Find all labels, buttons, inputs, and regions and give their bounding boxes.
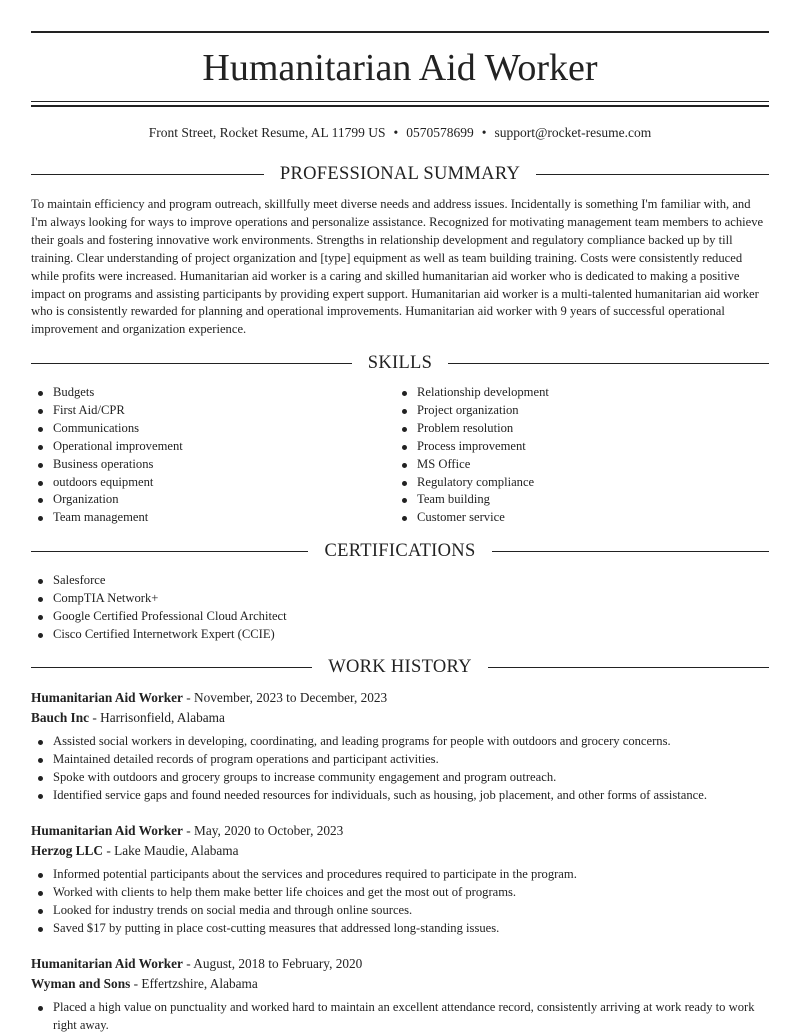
header-rule: [31, 101, 769, 102]
job-title: Humanitarian Aid Worker: [31, 690, 183, 705]
job-entry: [31, 954, 769, 1035]
job-location: - Effertzshire, Alabama: [130, 975, 258, 991]
job-company: Herzog LLC: [31, 842, 104, 858]
job-duty: Identified service gaps and found needed resources for individuals, such as housing, job placement, and other forms of assistance.: [31, 787, 769, 805]
divider: [536, 174, 769, 175]
certification-item: Google Certified Professional Cloud Architect: [31, 608, 769, 626]
skills-list-right: [395, 384, 769, 527]
certifications-list: [31, 572, 769, 644]
certification-item: CompTIA Network+: [31, 590, 769, 608]
job-duty: Saved $17 by putting in place cost-cutting measures that addressed long-standing issues.: [31, 920, 769, 938]
skill-item: outdoors equipment: [31, 474, 391, 492]
divider: [31, 551, 308, 552]
section-title: WORK HISTORY: [328, 656, 472, 677]
job-title: Humanitarian Aid Worker: [31, 823, 183, 838]
skill-item: Customer service: [395, 509, 769, 527]
skill-item: Project organization: [395, 402, 769, 420]
skill-item: First Aid/CPR: [31, 402, 391, 420]
skill-item: Organization: [31, 491, 391, 509]
job-duties-list: [31, 733, 769, 805]
skills-list-left: [31, 384, 391, 527]
section-heading-skills: [31, 351, 769, 375]
contact-address: Front Street, Rocket Resume, AL 11799 US: [148, 125, 386, 140]
job-duty: Maintained detailed records of program operations and participant activities.: [31, 751, 769, 769]
skill-item: Operational improvement: [31, 438, 391, 456]
certification-item: Salesforce: [31, 572, 769, 590]
section-heading-certifications: [31, 539, 769, 563]
job-duty: Placed a high value on punctuality and worked hard to maintain an excellent attendance record, consistently arriving at work ready to work right away.: [31, 999, 769, 1035]
header-rule: [31, 105, 769, 107]
divider: [31, 363, 352, 364]
job-duty: Spoke with outdoors and grocery groups to increase community engagement and program outreach.: [31, 769, 769, 787]
skill-item: Problem resolution: [395, 420, 769, 438]
job-title: Humanitarian Aid Worker: [31, 956, 183, 971]
job-dates: - May, 2020 to October, 2023: [182, 823, 344, 838]
certification-item: Cisco Certified Internetwork Expert (CCIE): [31, 626, 769, 644]
skill-item: Relationship development: [395, 384, 769, 402]
section-heading-work-history: [31, 655, 769, 679]
job-company: Bauch Inc: [31, 709, 90, 725]
job-title-line: [31, 688, 769, 708]
job-entry: [31, 688, 769, 805]
section-heading-summary: [31, 162, 769, 186]
skill-item: Communications: [31, 420, 391, 438]
section-title: CERTIFICATIONS: [324, 540, 476, 561]
job-entry: [31, 821, 769, 938]
job-company: Wyman and Sons: [31, 975, 131, 991]
contact-email[interactable]: support@rocket-resume.com: [494, 125, 652, 140]
skill-item: Regulatory compliance: [395, 474, 769, 492]
divider: [31, 667, 312, 668]
divider: [492, 551, 769, 552]
job-title-line: [31, 821, 769, 841]
job-dates: - November, 2023 to December, 2023: [182, 690, 388, 705]
skill-item: Business operations: [31, 456, 391, 474]
job-location: - Lake Maudie, Alabama: [103, 842, 239, 858]
skill-item: Team management: [31, 509, 391, 527]
resume-title: Humanitarian Aid Worker: [202, 47, 598, 89]
contact-line: [31, 124, 769, 142]
divider: [488, 667, 769, 668]
section-title: SKILLS: [367, 352, 433, 373]
skill-item: MS Office: [395, 456, 769, 474]
job-company-line: [31, 974, 769, 994]
bullet-separator: •: [481, 125, 487, 140]
skill-item: Process improvement: [395, 438, 769, 456]
skill-item: Team building: [395, 491, 769, 509]
contact-phone[interactable]: 0570578699: [406, 125, 474, 140]
divider: [31, 174, 264, 175]
job-company-line: [31, 708, 769, 728]
job-dates: - August, 2018 to February, 2020: [182, 956, 363, 971]
job-duties-list: [31, 866, 769, 938]
job-duty: Looked for industry trends on social media and through online sources.: [31, 902, 769, 920]
job-location: - Harrisonfield, Alabama: [89, 709, 225, 725]
section-title: PROFESSIONAL SUMMARY: [279, 163, 521, 184]
summary-text: To maintain efficiency and program outreach, skillfully meet diverse needs and address issues. Incidentally is something I'm familiar with, and I'm always looking for ways to improve operations and personalize assistance. Recognized for motivating management team members to achieve their goals and fostering innovative work environments. Strengths in relationship development and regulatory compliance backed up by till training. Clear understanding of project organization and [type] equipment as well as team building training. Costs were consistently reduced while profits were increased. Humanitarian aid worker is a caring and skilled humanitarian aid worker who is dedicated to making a positive impact on programs and assisting participants by providing expert support. Humanitarian aid worker is a multi-talented humanitarian aid worker who is consistently rewarded for planning and operational improvements. Humanitarian aid worker with 9 years of successful operational improvement and organization experience.: [31, 197, 764, 337]
job-duty: Informed potential participants about the services and procedures required to participate in the program.: [31, 866, 769, 884]
job-duty: Worked with clients to help them make better life choices and get the most out of programs.: [31, 884, 769, 902]
top-rule: [31, 31, 769, 33]
job-duties-list: [31, 999, 769, 1035]
job-company-line: [31, 841, 769, 861]
divider: [448, 363, 769, 364]
bullet-separator: •: [393, 125, 399, 140]
job-duty: Assisted social workers in developing, coordinating, and leading programs for people with outdoors and grocery concerns.: [31, 733, 769, 751]
job-title-line: [31, 954, 769, 974]
skill-item: Budgets: [31, 384, 391, 402]
